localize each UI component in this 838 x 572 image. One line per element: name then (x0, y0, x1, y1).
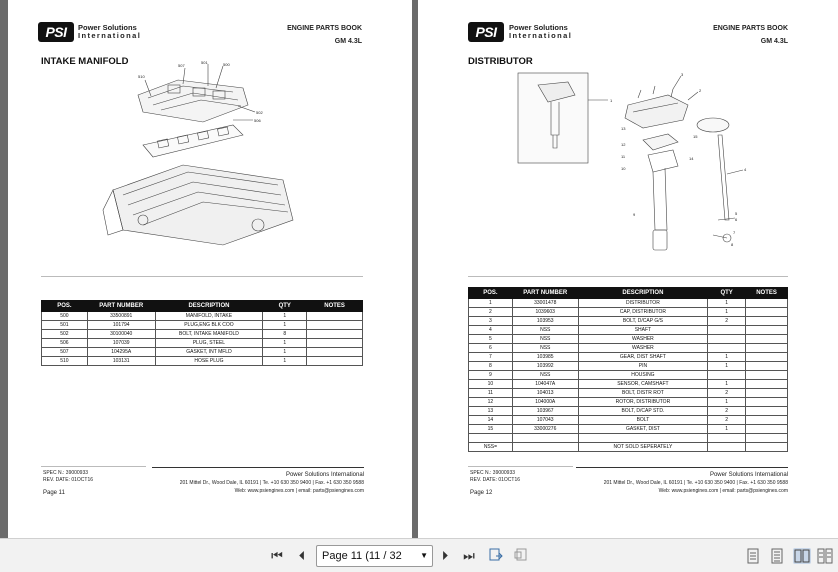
table-cell (746, 425, 788, 434)
table-cell: SENSOR, CAMSHAFT (578, 380, 708, 389)
table-row (42, 339, 363, 348)
table-cell: 2 (469, 308, 513, 317)
table-cell: 6 (469, 344, 513, 353)
callout-label: 9 (633, 212, 636, 217)
callout-label: 8 (731, 242, 734, 247)
divider (468, 276, 788, 277)
table-cell: PIN (578, 362, 708, 371)
next-page-icon[interactable]: ⏵ (441, 548, 449, 563)
table-cell: ROTOR, DISTRIBUTOR (578, 398, 708, 407)
table-cell (746, 380, 788, 389)
table-row (42, 312, 363, 321)
table-cell: DISTRIBUTOR (578, 299, 708, 308)
spec-block (43, 470, 93, 484)
table-cell: GEAR, DIST SHAFT (578, 353, 708, 362)
brand-line2: International (78, 31, 142, 40)
table-cell (708, 434, 746, 443)
brand-line1: Power Solutions (78, 23, 137, 32)
parts-table (468, 287, 788, 452)
column-header: DESCRIPTION (578, 288, 708, 299)
table-row (469, 308, 788, 317)
table-cell: 33001478 (512, 299, 578, 308)
continuous-view-icon[interactable] (768, 548, 786, 564)
callout-label: 507 (178, 63, 185, 68)
table-cell: 1 (263, 321, 307, 330)
callout-label: 10 (621, 166, 626, 171)
table-row (42, 330, 363, 339)
table-cell (708, 443, 746, 452)
table-cell (469, 434, 513, 443)
table-cell: 101794 (87, 321, 155, 330)
callout-label: 6 (735, 217, 738, 222)
table-cell: 104000A (512, 398, 578, 407)
two-page-view-icon[interactable] (793, 548, 811, 564)
callout-label: 5 (735, 211, 738, 216)
revision-date: REV. DATE: 01OCT16 (470, 477, 521, 483)
table-header-row (42, 301, 363, 312)
table-cell: 11 (469, 389, 513, 398)
table-cell: BOLT, INTAKE MANIFOLD (155, 330, 263, 339)
table-cell: NSS (512, 335, 578, 344)
table-cell: 500 (42, 312, 88, 321)
callout-label: 14 (689, 156, 694, 161)
single-page-view-icon[interactable] (744, 548, 762, 564)
brand-name (78, 24, 141, 40)
table-row (469, 326, 788, 335)
company-web: Web: www.psiengines.com | email: parts@psiengines.com (658, 488, 788, 494)
table-cell: 1 (708, 398, 746, 407)
table-cell: BOLT, D/CAP STD. (578, 407, 708, 416)
page-number: Page 11 (43, 490, 65, 496)
table-cell (746, 407, 788, 416)
table-cell (307, 357, 363, 366)
table-cell: 1 (263, 312, 307, 321)
page-header (8, 20, 412, 48)
table-cell: GASKET, INT MFLD (155, 348, 263, 357)
table-cell (746, 344, 788, 353)
callout-label: 15 (693, 134, 698, 139)
callout-label: 12 (621, 142, 626, 147)
table-cell: 104295A (87, 348, 155, 357)
table-cell: 8 (469, 362, 513, 371)
table-cell: SHAFT (578, 326, 708, 335)
table-row (469, 362, 788, 371)
page-12 (418, 0, 838, 538)
table-cell (708, 371, 746, 380)
table-cell: 4 (469, 326, 513, 335)
table-cell: GASKET, DIST (578, 425, 708, 434)
psi-logo: PSI (468, 22, 504, 42)
callout-label: 510 (138, 74, 145, 79)
table-cell (307, 348, 363, 357)
table-cell (307, 312, 363, 321)
table-cell: 103953 (512, 317, 578, 326)
callout-label: 7 (733, 230, 736, 235)
table-cell: 1 (708, 308, 746, 317)
table-row (469, 443, 788, 452)
table-cell: 1 (263, 339, 307, 348)
table-row (469, 317, 788, 326)
table-cell: 510 (42, 357, 88, 366)
table-row (469, 398, 788, 407)
table-cell: 5 (469, 335, 513, 344)
table-cell (512, 434, 578, 443)
intake-manifold-diagram (83, 60, 323, 250)
table-cell (512, 443, 578, 452)
book-title: ENGINE PARTS BOOK (713, 25, 788, 32)
table-row (42, 357, 363, 366)
fit-width-icon[interactable] (512, 548, 530, 564)
column-header: QTY (708, 288, 746, 299)
callout-label: 500 (223, 62, 230, 67)
spec-number: SPEC N.: 39000933 (470, 470, 516, 476)
section-title: INTAKE MANIFOLD (41, 56, 129, 67)
table-cell (746, 416, 788, 425)
brand-name (509, 24, 572, 40)
table-row (42, 321, 363, 330)
table-cell: NSS= (469, 443, 513, 452)
table-row (469, 425, 788, 434)
table-cell: CAP, DISTRIBUTOR (578, 308, 708, 317)
last-page-icon[interactable]: ⏭ (463, 548, 475, 563)
table-row (469, 380, 788, 389)
column-header: PART NUMBER (512, 288, 578, 299)
company-footer (152, 467, 364, 495)
table-cell: 501 (42, 321, 88, 330)
distributor-diagram (513, 70, 753, 260)
table-cell: 103985 (512, 353, 578, 362)
table-cell: 1 (708, 425, 746, 434)
table-cell: 2 (708, 389, 746, 398)
table-cell: 104047A (512, 380, 578, 389)
table-cell: 107043 (512, 416, 578, 425)
table-cell (746, 308, 788, 317)
table-cell: 7 (469, 353, 513, 362)
divider (41, 466, 146, 467)
table-cell: PLUG,ENG BLK COO (155, 321, 263, 330)
page-number: Page 12 (470, 490, 493, 496)
previous-page-icon[interactable]: ⏴ (298, 548, 306, 563)
table-cell: 1 (263, 357, 307, 366)
table-cell: 502 (42, 330, 88, 339)
callout-label: 2 (699, 88, 702, 93)
table-cell: 12 (469, 398, 513, 407)
revision-date: REV. DATE: 01OCT16 (43, 477, 94, 483)
callout-label: 501 (201, 60, 208, 65)
table-cell: NSS (512, 344, 578, 353)
table-row (469, 434, 788, 443)
engine-model: GM 4.3L (760, 38, 788, 45)
viewer-toolbar (0, 538, 838, 572)
table-cell: 1 (708, 362, 746, 371)
table-cell (746, 443, 788, 452)
page-selector[interactable] (316, 545, 433, 567)
company-name: Power Solutions International (285, 472, 364, 478)
table-cell: 30100040 (87, 330, 155, 339)
callout-label: 506 (254, 118, 261, 123)
table-cell (307, 321, 363, 330)
table-row (469, 353, 788, 362)
first-page-icon[interactable]: ⏮ (271, 548, 283, 563)
column-header: POS. (42, 301, 88, 312)
table-cell: 104013 (512, 389, 578, 398)
table-cell (746, 299, 788, 308)
spec-block (470, 470, 520, 484)
column-header: NOTES (746, 288, 788, 299)
table-cell (307, 339, 363, 348)
table-cell (708, 344, 746, 353)
table-cell: 33000276 (512, 425, 578, 434)
table-cell: 1 (708, 299, 746, 308)
table-cell (708, 326, 746, 335)
table-cell: HOUSING (578, 371, 708, 380)
table-cell: 506 (42, 339, 88, 348)
section-title: DISTRIBUTOR (468, 56, 533, 67)
table-row (469, 299, 788, 308)
brand-line2: International (509, 31, 573, 40)
table-cell: 2 (708, 407, 746, 416)
company-address: 201 Mittel Dr., Wood Dale, IL 60191 | Te. +10 630 350 9400 | Fax. +1 630 350 9588 (179, 480, 364, 486)
column-header: QTY (263, 301, 307, 312)
table-cell: 103967 (512, 407, 578, 416)
callout-label: 502 (256, 110, 263, 115)
book-title-block (287, 24, 362, 46)
table-row (469, 389, 788, 398)
table-cell: 2 (708, 317, 746, 326)
table-row (469, 335, 788, 344)
fit-page-icon[interactable] (487, 548, 505, 564)
table-cell: 33500891 (87, 312, 155, 321)
page-indicator: Page 11 (11 / 32 (322, 550, 402, 562)
column-header: POS. (469, 288, 513, 299)
book-title-block (713, 24, 788, 46)
column-header: NOTES (307, 301, 363, 312)
table-cell: WASHER (578, 344, 708, 353)
company-address: 201 Mittel Dr., Wood Dale, IL 60191 | Te. +10 630 350 9400 | Fax. +1 630 350 9588 (603, 480, 788, 486)
page-11 (8, 0, 412, 538)
table-cell: 1 (708, 353, 746, 362)
table-cell (746, 353, 788, 362)
callout-label: 1 (610, 98, 613, 103)
table-cell: BOLT, D/CAP G/S (578, 317, 708, 326)
divider (41, 276, 363, 277)
table-row (469, 344, 788, 353)
table-cell: HOSE PLUG (155, 357, 263, 366)
engine-model: GM 4.3L (334, 38, 362, 45)
table-cell: 103992 (512, 362, 578, 371)
book-title: ENGINE PARTS BOOK (287, 25, 362, 32)
table-cell: 1 (469, 299, 513, 308)
callout-label: 4 (744, 167, 747, 172)
table-cell: 13 (469, 407, 513, 416)
table-cell: 507 (42, 348, 88, 357)
table-cell (746, 371, 788, 380)
table-header-row (469, 288, 788, 299)
table-cell (746, 389, 788, 398)
table-cell (746, 362, 788, 371)
chevron-down-icon: ▼ (420, 551, 428, 560)
table-cell (307, 330, 363, 339)
table-cell (578, 434, 708, 443)
table-row (42, 348, 363, 357)
callout-label: 3 (681, 72, 684, 77)
table-row (469, 407, 788, 416)
brand-line1: Power Solutions (509, 23, 568, 32)
column-header: DESCRIPTION (155, 301, 263, 312)
table-cell: 3 (469, 317, 513, 326)
table-cell (746, 317, 788, 326)
table-cell: 9 (469, 371, 513, 380)
table-cell (746, 326, 788, 335)
table-cell: 10 (469, 380, 513, 389)
table-cell (708, 335, 746, 344)
table-cell: WASHER (578, 335, 708, 344)
table-cell: BOLT, DISTR ROT (578, 389, 708, 398)
parts-table (41, 300, 363, 366)
callout-label: 11 (621, 154, 626, 159)
table-cell: 2 (708, 416, 746, 425)
divider (468, 466, 573, 467)
table-cell: 8 (263, 330, 307, 339)
table-cell: 107039 (87, 339, 155, 348)
table-cell: 14 (469, 416, 513, 425)
company-footer (576, 467, 788, 495)
company-name: Power Solutions International (709, 472, 788, 478)
column-header: PART NUMBER (87, 301, 155, 312)
table-cell: NSS (512, 326, 578, 335)
page-header (418, 20, 838, 48)
table-cell: 1039603 (512, 308, 578, 317)
callout-label: 13 (621, 126, 626, 131)
table-cell: PLUG, STEEL (155, 339, 263, 348)
company-web: Web: www.psiengines.com | email: parts@psiengines.com (234, 488, 364, 494)
table-row (469, 416, 788, 425)
table-cell: BOLT (578, 416, 708, 425)
table-cell: 1 (263, 348, 307, 357)
table-cell (746, 335, 788, 344)
two-page-continuous-view-icon[interactable] (816, 548, 834, 564)
table-cell: 103131 (87, 357, 155, 366)
table-cell: 15 (469, 425, 513, 434)
table-cell: NOT SOLD SEPERATELY (578, 443, 708, 452)
table-cell: NSS (512, 371, 578, 380)
psi-logo: PSI (38, 22, 74, 42)
table-cell: MANIFOLD, INTAKE (155, 312, 263, 321)
spec-number: SPEC N.: 39000933 (43, 470, 89, 476)
table-cell (746, 398, 788, 407)
table-cell (746, 434, 788, 443)
table-cell: 1 (708, 380, 746, 389)
table-row (469, 371, 788, 380)
